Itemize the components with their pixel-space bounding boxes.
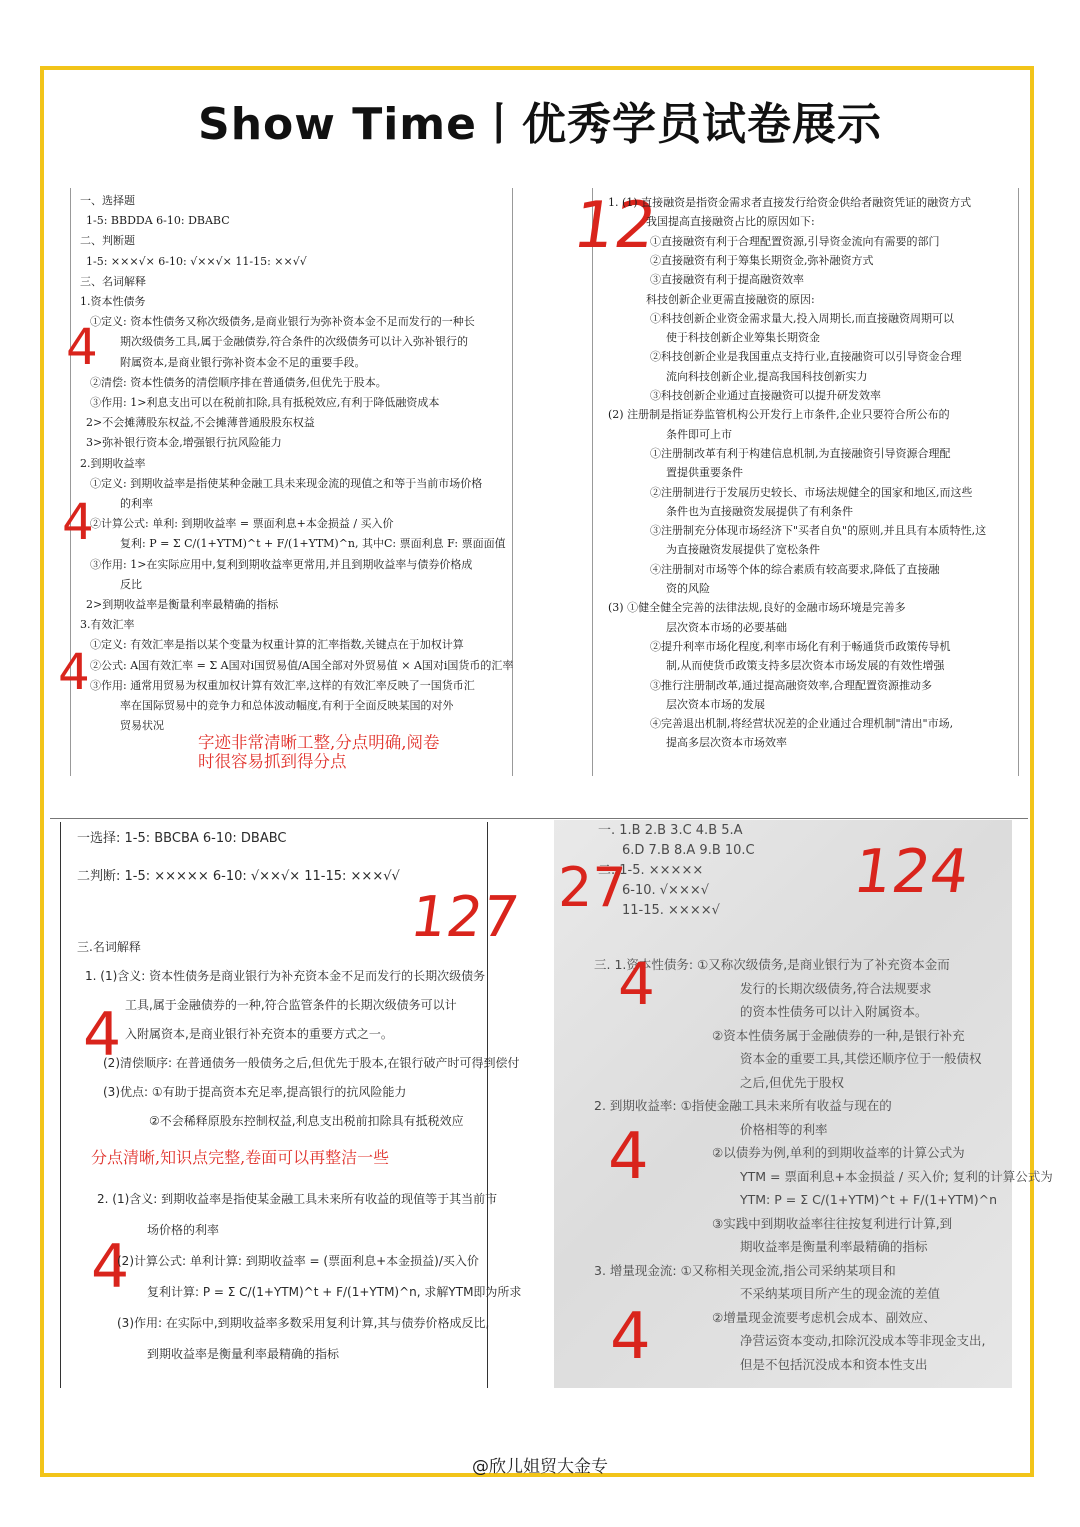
answer-line: ③作用: 通常用贸易为权重加权计算有效汇率,这样的有效汇率反映了一国货币汇 bbox=[90, 678, 475, 692]
answer-line: 贸易状况 bbox=[120, 719, 164, 733]
exam-sheet-2 bbox=[568, 188, 1022, 776]
answer-line: 科技创新企业更需直接融资的原因: bbox=[646, 292, 815, 306]
answer-line: 1. (1) 直接融资是指资金需求者直接发行给资金供给者融资凭证的融资方式 bbox=[608, 196, 972, 209]
answer-line: 之后,但优先于股权 bbox=[740, 1074, 844, 1090]
answer-line: ②计算公式: 单利: 到期收益率 = 票面利息+本金损益 / 买入价 bbox=[90, 517, 394, 531]
answer-line: 1. (1)含义: 资本性债务是商业银行为补充资本金不足而发行的长期次级债务 bbox=[85, 969, 486, 983]
answer-line: 三. 1.资本性债务: ①又称次级债务,是商业银行为了补充资本金而 bbox=[594, 957, 950, 972]
answer-line: ③实践中到期收益率往往按复利进行计算,到 bbox=[712, 1215, 953, 1231]
answer-line: ③推行注册制改革,通过提高融资效率,合理配置资源推动多 bbox=[650, 678, 932, 692]
answer-line: ④完善退出机制,将经营状况差的企业通过合理机制"清出"市场, bbox=[650, 717, 954, 731]
answer-line: ③作用: 1>在实际应用中,复利到期收益率更常用,并且到期收益率与债券价格成 bbox=[90, 557, 473, 571]
answer-line: ①注册制改革有利于构建信息机制,为直接融资引导资源合理配 bbox=[650, 446, 951, 460]
answer-line: ②资本性债务属于金融债券的一种,是银行补充 bbox=[712, 1027, 965, 1043]
answer-line: ①直接融资有利于合理配置资源,引导资金流向有需要的部门 bbox=[650, 234, 940, 248]
total-score: 127 bbox=[406, 885, 523, 950]
footer-credit: @欣儿姐贸大金专 bbox=[472, 1457, 608, 1477]
answer-line: 2>到期收益率是衡量利率最精确的指标 bbox=[86, 598, 279, 611]
answer-line: ①科技创新企业资金需求量大,投入周期长,而直接融资周期可以 bbox=[650, 311, 954, 325]
answer-line: ②直接融资有利于筹集长期资金,弥补融资方式 bbox=[650, 253, 874, 267]
answer-line: 2. (1)含义: 到期收益率是指使某金融工具未来所有收益的现值等于其当前市 bbox=[97, 1192, 498, 1206]
answer-line: 的资本性债务可以计入附属资本。 bbox=[740, 1004, 928, 1019]
answer-line: 1-5: ×××√× 6-10: √××√× 11-15: ××√√ bbox=[86, 254, 307, 268]
answer-line: ②不会稀释原股东控制权益,利息支出税前扣除具有抵税效应 bbox=[149, 1114, 464, 1128]
answer-line: ③直接融资有利于提高融资效率 bbox=[650, 273, 804, 287]
score-mark: 4 bbox=[610, 1300, 651, 1374]
score-mark: 4 bbox=[58, 643, 90, 701]
answer-line: YTM: P = Σ C/(1+YTM)^t + F/(1+YTM)^n bbox=[740, 1192, 998, 1207]
answer-line: ②科技创新企业是我国重点支持行业,直接融资可以引导资金合理 bbox=[650, 350, 962, 364]
answer-line: ①定义: 资本性债务又称次级债务,是商业银行为弥补资本金不足而发行的一种长 bbox=[90, 315, 475, 329]
answer-line: 3. 增量现金流: ①又称相关现金流,指公司采纳某项目和 bbox=[594, 1262, 896, 1278]
answer-line: 复利计算: P = Σ C/(1+YTM)^t + F/(1+YTM)^n, 求解YTM即为所求 bbox=[147, 1285, 522, 1299]
answer-line: 资本金的重要工具,其偿还顺序位于一般债权 bbox=[740, 1051, 982, 1066]
answer-line: (2) 注册制是指证券监管机构公开发行上市条件,企业只要符合所公布的 bbox=[608, 408, 950, 422]
answer-line: 制,从而使货币政策支持多层次资本市场发展的有效性增强 bbox=[666, 659, 945, 673]
answer-line: 复利: P = Σ C/(1+YTM)^t + F/(1+YTM)^n, 其中C: 票面利息 F: 票面面值 bbox=[120, 537, 506, 551]
answer-line: (2)计算公式: 单利计算: 到期收益率 = (票面利息+本金损益)/买入价 bbox=[117, 1254, 479, 1268]
answer-line: 3>弥补银行资本金,增强银行抗风险能力 bbox=[86, 436, 282, 450]
answer-line: 到期收益率是衡量利率最精确的指标 bbox=[147, 1347, 340, 1361]
answer-line: ③科技创新企业通过直接融资可以提升研发效率 bbox=[650, 389, 881, 402]
answer-line: 反比 bbox=[120, 577, 142, 591]
answer-line: 11-15. ××××√ bbox=[622, 903, 720, 918]
answer-line: 但是不包括沉没成本和资本性支出 bbox=[740, 1356, 928, 1372]
answer-line: ①定义: 有效汇率是指以某个变量为权重计算的汇率指数,关键点在于加权计算 bbox=[90, 638, 464, 652]
answer-line: (3) ①健全健全完善的法律法规,良好的金融市场环境是完善多 bbox=[608, 601, 906, 615]
answer-line: 资的风险 bbox=[666, 582, 710, 595]
answer-line: 二判断: 1-5: ××××× 6-10: √××√× 11-15: ×××√√ bbox=[77, 869, 400, 884]
answer-line: 三.名词解释 bbox=[77, 940, 141, 954]
answer-line: (3)优点: ①有助于提高资本充足率,提高银行的抗风险能力 bbox=[103, 1085, 407, 1099]
answer-line: ④注册制对市场等个体的综合素质有较高要求,降低了直接融 bbox=[650, 562, 940, 576]
answer-line: 入附属资本,是商业银行补充资本的重要方式之一。 bbox=[125, 1027, 393, 1041]
answer-line: 期收益率是衡量利率最精确的指标 bbox=[740, 1239, 928, 1254]
score-mark: 4 bbox=[83, 1000, 122, 1070]
answer-line: ②以债券为例,单利的到期收益率的计算公式为 bbox=[712, 1145, 965, 1160]
answer-line: 价格相等的利率 bbox=[740, 1121, 828, 1137]
answer-line: YTM = 票面利息+本金损益 / 买入价; 复利的计算公式为 bbox=[740, 1168, 1053, 1184]
answer-line: (3)作用: 在实际中,到期收益率多数采用复利计算,其与债券价格成反比, bbox=[117, 1316, 490, 1330]
exam-sheet-1 bbox=[58, 188, 515, 776]
answer-line: 附属资本,是商业银行弥补资本金不足的重要手段。 bbox=[120, 355, 366, 369]
answer-line: 2.到期收益率 bbox=[80, 456, 146, 470]
answer-line: 一选择: 1-5: BBCBA 6-10: DBABC bbox=[77, 831, 287, 846]
answer-line: 2>不会摊薄股东权益,不会摊薄普通股股东权益 bbox=[86, 416, 315, 430]
score-mark: 27 bbox=[558, 856, 627, 919]
teacher-comment: 时很容易抓到得分点 bbox=[198, 752, 347, 771]
answer-line: ①定义: 到期收益率是指使某种金融工具未来现金流的现值之和等于当前市场价格 bbox=[90, 476, 483, 490]
answer-line: 使于科技创新企业筹集长期资金 bbox=[666, 331, 820, 345]
score-mark: 4 bbox=[91, 1232, 130, 1302]
answer-line: 为直接融资发展提供了宽松条件 bbox=[666, 543, 820, 557]
section-divider bbox=[50, 818, 1028, 819]
answer-line: 2. 到期收益率: ①指使金融工具未来所有收益与现在的 bbox=[594, 1098, 892, 1113]
answer-line: ②公式: A国有效汇率 = Σ A国对i国贸易值/A国全部对外贸易值 × A国对i国货币的汇率 bbox=[90, 658, 514, 672]
answer-line: 场价格的利率 bbox=[147, 1223, 220, 1237]
exam-sheet-3 bbox=[60, 822, 523, 1388]
total-score: 12 bbox=[568, 189, 661, 263]
answer-line: ②增量现金流要考虑机会成本、副效应、 bbox=[712, 1309, 936, 1325]
answer-line: ②注册制进行于发展历史较长、市场法规健全的国家和地区,而这些 bbox=[650, 485, 973, 499]
answer-line: ③注册制充分体现市场经济下"买者自负"的原则,并且具有本质特性,这 bbox=[650, 524, 987, 538]
answer-line: 一、选择题 bbox=[80, 194, 135, 207]
score-mark: 4 bbox=[66, 318, 98, 376]
answer-line: 层次资本市场的发展 bbox=[666, 697, 765, 711]
answer-line: 工具,属于金融债券的一种,符合监管条件的长期次级债务可以计 bbox=[125, 998, 457, 1012]
answer-line: 二、判断题 bbox=[80, 234, 135, 248]
answer-line: 6.D 7.B 8.A 9.B 10.C bbox=[622, 843, 755, 858]
answer-line: 1-5: BBDDA 6-10: DBABC bbox=[86, 214, 230, 228]
answer-line: 条件也为直接融资发展提供了有利条件 bbox=[666, 504, 853, 518]
answer-line: 1.资本性债务 bbox=[80, 295, 146, 308]
answer-line: 6-10. √×××√ bbox=[622, 883, 710, 898]
answer-line: 的利率 bbox=[120, 497, 153, 510]
answer-line: 流向科技创新企业,提高我国科技创新实力 bbox=[666, 369, 868, 383]
answer-line: 发行的长期次级债务,符合法规要求 bbox=[740, 980, 932, 996]
teacher-comment: 分点清晰,知识点完整,卷面可以再整洁一些 bbox=[91, 1148, 390, 1167]
answer-line: 我国提高直接融资占比的原因如下: bbox=[646, 215, 815, 229]
score-mark: 4 bbox=[62, 493, 94, 551]
total-score: 124 bbox=[849, 837, 974, 907]
answer-line: 3.有效汇率 bbox=[80, 618, 135, 632]
answer-line: 提高多层次资本市场效率 bbox=[666, 736, 787, 750]
answer-line: ②提升利率市场化程度,利率市场化有利于畅通货币政策传导机 bbox=[650, 639, 951, 653]
answer-line: (2)清偿顺序: 在普通债务一般债务之后,但优先于股本,在银行破产时可得到偿付 bbox=[103, 1056, 520, 1070]
answer-line: 置提供重要条件 bbox=[666, 466, 743, 480]
answer-line: 不采纳某项目所产生的现金流的差值 bbox=[740, 1286, 941, 1301]
answer-line: 二. 1-5. ××××× bbox=[598, 863, 704, 878]
exam-sheet-4-photo bbox=[554, 820, 1053, 1388]
answer-line: 期次级债务工具,属于金融债券,符合条件的次级债务可以计入弥补银行的 bbox=[120, 335, 468, 349]
score-mark: 4 bbox=[608, 1120, 649, 1194]
answer-line: 层次资本市场的必要基础 bbox=[666, 620, 787, 634]
answer-line: 三、名词解释 bbox=[80, 274, 146, 288]
answer-line: 条件即可上市 bbox=[666, 427, 732, 441]
score-mark: 4 bbox=[618, 950, 655, 1018]
answer-line: 率在国际贸易中的竞争力和总体波动幅度,有利于全面反映某国的对外 bbox=[120, 699, 454, 712]
page-title: Show Time丨优秀学员试卷展示 bbox=[198, 99, 882, 150]
teacher-comment: 字迹非常清晰工整,分点明确,阅卷 bbox=[198, 733, 440, 752]
answer-line: 一. 1.B 2.B 3.C 4.B 5.A bbox=[598, 823, 743, 838]
answer-line: ②清偿: 资本性债务的清偿顺序排在普通债务,但优先于股本。 bbox=[90, 375, 387, 389]
answer-line: 净营运资本变动,扣除沉没成本等非现金支出, bbox=[740, 1333, 986, 1348]
answer-line: ③作用: 1>利息支出可以在税前扣除,具有抵税效应,有利于降低融资成本 bbox=[90, 396, 440, 409]
